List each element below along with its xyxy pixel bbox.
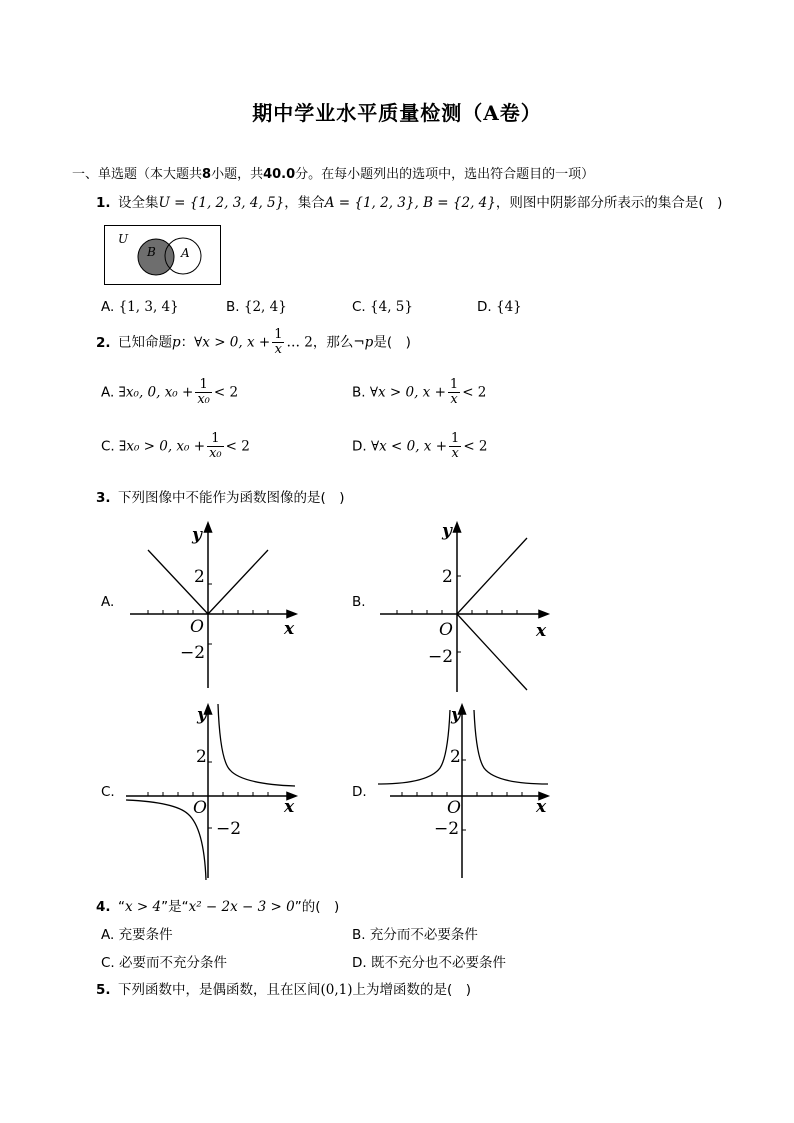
question-number: 5. [96, 982, 111, 998]
q4-option-a[interactable]: A. 充要条件 [101, 927, 173, 943]
math-stmt: ∀x > 0, x + [194, 334, 271, 351]
math-rel: … 2 [286, 334, 313, 351]
math-set-ab: A = {1, 2, 3}, B = {2, 4} [324, 195, 496, 211]
q4-option-d[interactable]: D. 既不充分也不必要条件 [352, 955, 506, 971]
question-text: 下列函数中，是偶函数，且在区间 [118, 982, 321, 998]
math-cond2: x² − 2x − 3 > 0 [188, 899, 295, 915]
svg-text:y: y [451, 705, 461, 725]
svg-text:−2: −2 [216, 819, 242, 839]
svg-text:O: O [193, 798, 207, 818]
label-a: A [181, 246, 190, 260]
svg-text:O: O [439, 620, 453, 640]
q1-option-d[interactable]: D. {4} [477, 299, 522, 315]
section-desc-b: 小题，共 [211, 167, 264, 182]
svg-text:2: 2 [196, 747, 207, 767]
question-5 [96, 978, 471, 998]
svg-text:x: x [536, 621, 547, 641]
q3-option-d-label[interactable]: D. [352, 784, 367, 800]
q3-option-b-label[interactable]: B. [352, 594, 366, 610]
q3-option-c-label[interactable]: C. [101, 784, 115, 800]
svg-text:y: y [442, 521, 452, 541]
q2-option-c[interactable]: C. ∃x₀ > 0, x₀ + $\frac{1}{\text{x₀}}$ < 2 [101, 431, 250, 461]
fraction: $\frac{1}{x}$ [274, 327, 283, 357]
question-4: 4. “x > 4”是“x² − 2x − 3 > 0”的( ) [96, 899, 340, 915]
question-text: 是( ) [373, 334, 411, 351]
q2-option-a[interactable]: A. ∃x₀, 0, x₀ + $\frac{1}{\text{x₀}}$ < 2 [101, 377, 239, 407]
question-text: ，集合 [284, 195, 325, 211]
question-3 [96, 486, 345, 506]
section-desc-c: 分。在每小题列出的选项中，选出符合题目的一项） [295, 167, 595, 182]
svg-text:x: x [284, 797, 295, 817]
question-1 [96, 191, 722, 211]
label-b: B [147, 245, 156, 259]
svg-text:−2: −2 [434, 819, 460, 839]
svg-text:O: O [190, 617, 204, 637]
label-u: U [118, 232, 129, 246]
q2-option-d[interactable]: D. ∀x < 0, x + $\frac{1}{x}$ < 2 [352, 431, 488, 461]
question-text: 上为增函数的是( ) [352, 982, 472, 998]
question-number: 1. [96, 195, 111, 211]
svg-text:2: 2 [194, 567, 205, 587]
q4-option-b[interactable]: B. 充分而不必要条件 [352, 927, 478, 943]
page-title: 期中学业水平质量检测（A卷） [252, 101, 542, 125]
graph-c[interactable] [120, 700, 310, 882]
question-number: 4. [96, 899, 111, 915]
graph-b[interactable] [372, 518, 562, 696]
svg-text:−2: −2 [428, 647, 454, 667]
q1-option-a[interactable]: A. {1, 3, 4} [101, 299, 179, 315]
svg-text:−2: −2 [180, 643, 206, 663]
q1-option-b[interactable]: B. {2, 4} [226, 299, 287, 315]
q2-option-b[interactable]: B. ∀x > 0, x + $\frac{1}{x}$ < 2 [352, 377, 487, 407]
math-p: p [172, 334, 181, 351]
section-score: 40.0 [263, 167, 296, 182]
question-text: ，那么 [312, 334, 354, 351]
section-desc-a: （本大题共 [137, 167, 203, 182]
graph-a[interactable] [120, 518, 310, 690]
svg-text:2: 2 [442, 567, 453, 587]
question-text: 已知命题 [118, 334, 172, 351]
svg-text:O: O [447, 798, 461, 818]
svg-text:y: y [192, 525, 202, 545]
svg-text:x: x [536, 797, 547, 817]
math-cond1: x > 4 [125, 899, 162, 915]
venn-diagram [104, 225, 222, 287]
svg-text:x: x [284, 619, 295, 639]
q3-option-a-label[interactable]: A. [101, 594, 115, 610]
section-label: 一、单选题 [72, 167, 138, 182]
section-count: 8 [202, 167, 212, 182]
question-2: 2. 已知命题p：∀x > 0, x + $\frac{1}{x}$ … 2，那么¬p是( ) [96, 327, 411, 357]
question-number: 2. [96, 334, 111, 351]
q4-option-c[interactable]: C. 必要而不充分条件 [101, 955, 228, 971]
section-header [72, 163, 594, 182]
question-text: 设全集 [118, 195, 159, 211]
question-text: ，则图中阴影部分所表示的集合是( ) [495, 195, 723, 211]
question-number: 3. [96, 490, 111, 506]
math-negp: ¬p [353, 334, 374, 351]
svg-text:2: 2 [450, 747, 461, 767]
q1-option-c[interactable]: C. {4, 5} [352, 299, 413, 315]
math-interval: (0,1) [320, 982, 353, 998]
svg-text:y: y [197, 705, 207, 725]
math-set-u: U = {1, 2, 3, 4, 5} [158, 195, 285, 211]
question-text: 下列图像中不能作为函数图像的是( ) [118, 490, 345, 506]
graph-d[interactable] [372, 700, 562, 882]
